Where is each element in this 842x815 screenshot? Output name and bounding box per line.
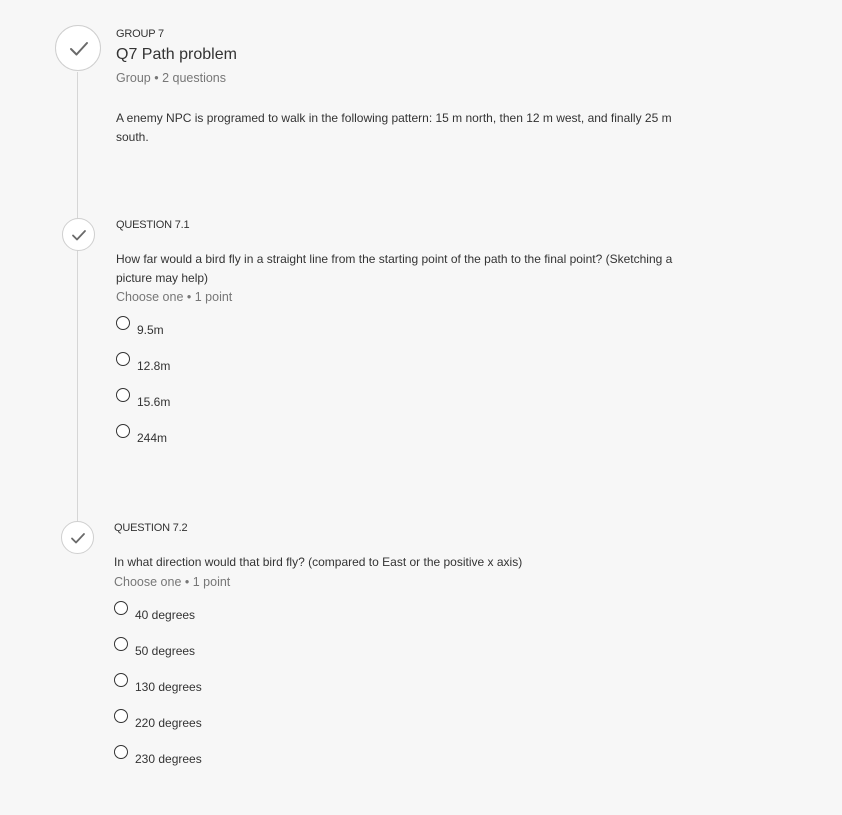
answer-option-label: 220 degrees bbox=[135, 716, 202, 730]
checkmark-icon bbox=[71, 228, 87, 242]
answer-option-label: 130 degrees bbox=[135, 680, 202, 694]
group-title: Q7 Path problem bbox=[116, 46, 237, 63]
question-prompt: How far would a bird fly in a straight line from the starting point of the path to the final point? (Sketching a picture may help) bbox=[116, 252, 673, 285]
question-label: QUESTION 7.2 bbox=[114, 522, 188, 534]
radio-button[interactable] bbox=[114, 745, 128, 759]
radio-button[interactable] bbox=[114, 601, 128, 615]
group-status-circle bbox=[55, 25, 101, 71]
group-meta: Group • 2 questions bbox=[116, 71, 226, 85]
answer-option-label: 244m bbox=[137, 431, 168, 445]
answer-option-label: 9.5m bbox=[137, 323, 164, 337]
radio-button[interactable] bbox=[114, 673, 128, 687]
question-meta: Choose one • 1 point bbox=[116, 290, 233, 304]
radio-button[interactable] bbox=[116, 424, 130, 438]
checkmark-icon bbox=[70, 531, 86, 545]
group-description: A enemy NPC is programed to walk in the following pattern: 15 m north, then 12 m west, and finally 25 m south. bbox=[116, 111, 672, 144]
question-7-2-status-circle bbox=[61, 521, 94, 554]
answer-option-label: 15.6m bbox=[137, 395, 171, 409]
question-label: QUESTION 7.1 bbox=[116, 219, 190, 231]
radio-button[interactable] bbox=[114, 637, 128, 651]
question-prompt: In what direction would that bird fly? (compared to East or the positive x axis) bbox=[114, 555, 523, 569]
timeline-line bbox=[77, 72, 78, 522]
answer-option-label: 230 degrees bbox=[135, 752, 202, 766]
question-7-1-status-circle bbox=[62, 218, 95, 251]
answer-option-label: 12.8m bbox=[137, 359, 171, 373]
answer-option-label: 50 degrees bbox=[135, 644, 196, 658]
checkmark-icon bbox=[69, 40, 89, 57]
radio-button[interactable] bbox=[116, 388, 130, 402]
group-label: GROUP 7 bbox=[116, 28, 164, 40]
radio-button[interactable] bbox=[116, 352, 130, 366]
answer-option-label: 40 degrees bbox=[135, 608, 196, 622]
radio-button[interactable] bbox=[116, 316, 130, 330]
radio-button[interactable] bbox=[114, 709, 128, 723]
question-meta: Choose one • 1 point bbox=[114, 575, 231, 589]
